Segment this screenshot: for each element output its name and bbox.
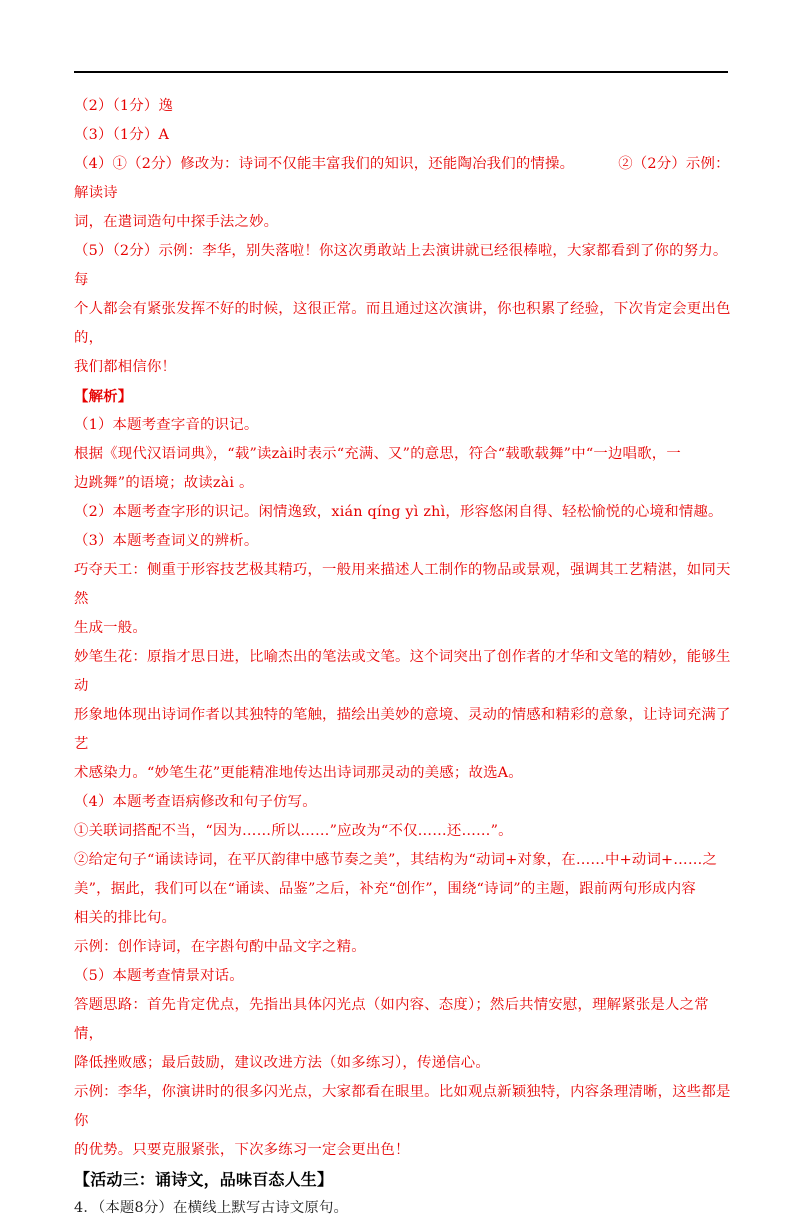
- analysis-title: 【解析】: [74, 388, 133, 405]
- analysis-q2-label: （2）本题考查字形的识记。闲情逸致，xián qíng yì zhì，形容悠闲自得、轻松愉悦的心境和情趣。: [74, 504, 723, 520]
- analysis-q3-b-line3: 术感染力。“妙笔生花”更能精准地传达出诗词那灵动的美感；故选A。: [74, 765, 523, 781]
- analysis-q3-b-line2: 形象地体现出诗词作者以其独特的笔触，描绘出美妙的意境、灵动的情感和精彩的意象，让诗词充满了艺: [74, 707, 731, 752]
- analysis-q1-line1: 根据《现代汉语词典》，“载”读zài时表示“充满、又”的意思，符合“载歌载舞”中“一边唱歌，一: [74, 446, 681, 462]
- question-4-instruction: 4．（本题8分）在横线上默写古诗文原句。: [74, 1200, 349, 1216]
- answer-3: （3）（1分）A: [74, 127, 170, 143]
- answer-2: （2）（1分）逸: [74, 98, 174, 114]
- analysis-q1-line2: 边跳舞”的语境；故读zài 。: [74, 475, 254, 491]
- analysis-q4-b-line1: ②给定句子“诵读诗词，在平仄韵律中感节奏之美”，其结构为“动词+对象，在……中+动词+……之: [74, 852, 718, 868]
- analysis-q3-a-line2: 生成一般。: [74, 620, 147, 636]
- answer-4-part2: ②（2分）示例：解读诗: [74, 156, 730, 201]
- analysis-q4-label: （4）本题考查语病修改和句子仿写。: [74, 794, 317, 810]
- answer-4-line2: 词，在遣词造句中探手法之妙。: [74, 214, 279, 230]
- analysis-q5-a-line2: 降低挫败感；最后鼓励，建议改进方法（如多练习），传递信心。: [74, 1055, 490, 1071]
- answer-4-part1: （4）①（2分）修改为：诗词不仅能丰富我们的知识，还能陶冶我们的情操。: [74, 156, 575, 172]
- analysis-q1-label: （1）本题考查字音的识记。: [74, 417, 259, 433]
- header-rule: [74, 71, 728, 73]
- analysis-q4-example: 示例：创作诗词，在字斟句酌中品文字之精。: [74, 939, 366, 955]
- analysis-q4-b-line2: 美”，据此，我们可以在“诵读、品鉴”之后，补充“创作”，围绕“诗词”的主题，跟前两句形成内容: [74, 881, 696, 897]
- analysis-q5-b-line2: 的优势。只要克服紧张，下次多练习一定会更出色！: [74, 1142, 410, 1158]
- document-body: [74, 92, 734, 1223]
- analysis-q4-a: ①关联词搭配不当，“因为……所以……”应改为“不仅……还……”。: [74, 823, 513, 839]
- analysis-q5-a-line1: 答题思路：首先肯定优点，先指出具体闪光点（如内容、态度）；然后共情安慰，理解紧张是人之常情，: [74, 997, 709, 1042]
- answer-5-line2: 个人都会有紧张发挥不好的时候，这很正常。而且通过这次演讲，你也积累了经验，下次肯定会更出色的，: [74, 301, 731, 346]
- analysis-q4-b-line3: 相关的排比句。: [74, 910, 177, 926]
- analysis-q3-label: （3）本题考查词义的辨析。: [74, 533, 259, 549]
- answer-5-line1: （5）（2分）示例：李华，别失落啦！你这次勇敢站上去演讲就已经很棒啦，大家都看到了你的努力。每: [74, 243, 728, 288]
- analysis-q5-b-line1: 示例：李华，你演讲时的很多闪光点，大家都看在眼里。比如观点新颖独特，内容条理清晰，这些都是你: [74, 1084, 731, 1129]
- section-heading: 【活动三：诵诗文，品味百态人生】: [74, 1170, 334, 1189]
- analysis-q3-b-line1: 妙笔生花：原指才思日进，比喻杰出的笔法或文笔。这个词突出了创作者的才华和文笔的精妙，能够生动: [74, 649, 731, 694]
- analysis-q5-label: （5）本题考查情景对话。: [74, 968, 244, 984]
- answer-5-line3: 我们都相信你！: [74, 359, 177, 375]
- analysis-q3-a-line1: 巧夺天工：侧重于形容技艺极其精巧，一般用来描述人工制作的物品或景观，强调其工艺精湛，如同天然: [74, 562, 731, 607]
- answer-4: [74, 150, 734, 208]
